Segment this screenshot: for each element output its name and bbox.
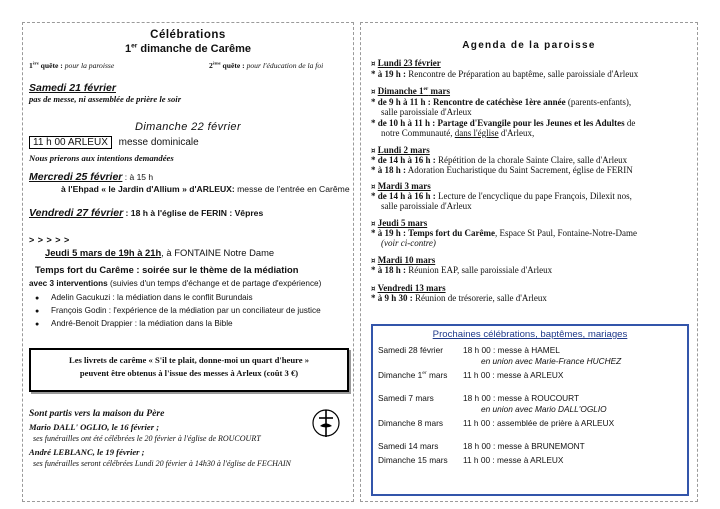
agenda-dimanche-1: ¤ Dimanche 1er mars <box>371 86 451 96</box>
bullet-icon: ¤ <box>371 220 376 228</box>
speaker-3: André-Benoit Drappier : la médiation dans la Bible <box>51 319 233 328</box>
arrows: > > > > > <box>29 235 70 245</box>
livrets-box <box>29 348 349 392</box>
cel-row-2-text: 11 h 00 : messe à ARLEUX <box>463 370 564 380</box>
agenda-jeudi-5-item-b: (voir ci-contre) <box>381 238 436 248</box>
agenda-mardi-10-item: * à 18 h : Réunion EAP, salle paroissiale d'Arleux <box>371 265 553 275</box>
speaker-3-bullet: ● <box>35 320 40 328</box>
livrets-line-2: peuvent être obtenus à l'issue des messes à Arleux (coût 3 €) <box>79 368 299 378</box>
bullet-icon: ¤ <box>371 147 376 155</box>
agenda-jeudi-5-item: * à 19 h : Temps fort du Carême, Espace St Paul, Fontaine-Notre-Dame <box>371 228 637 238</box>
cel-row-3-text: 18 h 00 : messe à ROUCOURT <box>463 393 580 403</box>
celebrations-subtitle: 1er dimanche de Carême <box>124 42 252 55</box>
agenda-dimanche-1-item-2b: notre Communauté, dans l'église d'Arleux, <box>381 128 535 138</box>
cel-row-6-text: 11 h 00 : messe à ARLEUX <box>463 455 564 465</box>
celebrations-box <box>371 324 689 496</box>
bullet-icon: ¤ <box>371 257 376 265</box>
cel-row-5-date: Samedi 14 mars <box>378 441 439 451</box>
cel-row-1-sub: en union avec Marie-France HUCHEZ <box>481 356 622 366</box>
livrets-line-1: Les livrets de carême « S'il te plait, donne-moi un quart d'heure » <box>68 355 310 365</box>
bullet-icon: ¤ <box>371 183 376 191</box>
agenda-title: Agenda de la paroisse <box>462 40 596 51</box>
death-1-name: Mario DALL' OGLIO, le 16 février ; <box>29 422 160 432</box>
bullet-icon: ¤ <box>371 60 376 68</box>
cel-row-3-date: Samedi 7 mars <box>378 393 434 403</box>
agenda-dimanche-1-item-1: * de 9 h à 11 h : Rencontre de catéchèse 1ère année (parents-enfants), <box>371 97 632 107</box>
cross-dove-icon <box>311 406 341 440</box>
celebrations-panel <box>22 22 354 502</box>
agenda-lundi-2: ¤ Lundi 2 mars <box>371 145 430 155</box>
death-2-note: ses funérailles seront célébrées Lundi 20 février à 14h30 à l'église de FECHAIN <box>33 459 291 468</box>
quete-2: 2ème quête : pour l'éducation de la foi <box>209 60 324 70</box>
temps-fort-title: Temps fort du Carême : soirée sur le thème de la médiation <box>35 264 299 275</box>
cel-row-3-sub: en union avec Mario DALL'OGLIO <box>481 404 607 414</box>
celebrations-box-title: Prochaines célébrations, baptêmes, mariages <box>432 329 628 340</box>
agenda-lundi-23-item: * à 19 h : Rencontre de Préparation au baptême, salle paroissiale d'Arleux <box>371 69 639 79</box>
agenda-mardi-3-item: * de 14 h à 16 h : Lecture de l'encyclique du pape François, Dilexit nos, <box>371 191 632 201</box>
agenda-dimanche-1-item-1b: salle paroissiale d'Arleux <box>381 107 472 117</box>
agenda-lundi-2-item-2: * à 18 h : Adoration Eucharistique du Saint Sacrement, église de FERIN <box>371 165 633 175</box>
death-2-name: André LEBLANC, le 19 février ; <box>29 447 145 457</box>
cel-row-1-text: 18 h 00 : messe à HAMEL <box>463 345 560 355</box>
cel-row-4-date: Dimanche 8 mars <box>378 418 444 428</box>
cel-row-4-text: 11 h 00 : assemblée de prière à ARLEUX <box>463 418 615 428</box>
sunday-mass-line: 11 h 00 ARLEUX messe dominicale <box>29 137 199 149</box>
wednesday-desc: à l'Ehpad « le Jardin d'Allium » d'ARLEUX: messe de l'entrée en Carême <box>61 184 350 194</box>
agenda-lundi-2-item-1: * de 14 h à 16 h : Répétition de la chorale Sainte Claire, salle d'Arleux <box>371 155 628 165</box>
agenda-panel <box>360 22 698 502</box>
speaker-2-bullet: ● <box>35 307 40 315</box>
agenda-mardi-3: ¤ Mardi 3 mars <box>371 181 431 191</box>
agenda-mardi-3-item-b: salle paroissiale d'Arleux <box>381 201 472 211</box>
cel-row-6-date: Dimanche 15 mars <box>378 455 448 465</box>
agenda-mardi-10: ¤ Mardi 10 mars <box>371 255 436 265</box>
friday-line: Vendredi 27 février : 18 h à l'église de FERIN : Vêpres <box>29 207 264 219</box>
wednesday-line: Mercredi 25 février : à 15 h <box>29 171 154 183</box>
death-1-note: ses funérailles ont été célébrées le 20 février à l'église de ROUCOURT <box>33 434 261 443</box>
speaker-1-bullet: ● <box>35 294 40 302</box>
speaker-2: François Godin : l'expérience de la médiation par un conciliateur de justice <box>51 306 321 315</box>
agenda-jeudi-5: ¤ Jeudi 5 mars <box>371 218 428 228</box>
celebrations-title: Célébrations <box>150 29 226 41</box>
sunday-date: Dimanche 22 février <box>134 121 242 133</box>
saturday-note: pas de messe, ni assemblée de prière le soir <box>29 94 182 104</box>
cel-row-2-date: Dimanche 1er mars <box>378 370 448 380</box>
thursday-line: Jeudi 5 mars de 19h à 21h, à FONTAINE Notre Dame <box>45 247 275 258</box>
bullet-icon: ¤ <box>371 285 376 293</box>
agenda-lundi-23: ¤ Lundi 23 février <box>371 58 441 68</box>
cel-row-1-date: Samedi 28 février <box>378 345 444 355</box>
sunday-time-box: 11 h 00 ARLEUX <box>29 136 112 149</box>
deaths-title: Sont partis vers la maison du Père <box>29 408 165 419</box>
saturday-date: Samedi 21 février <box>29 82 116 94</box>
interventions: avec 3 interventions (suivies d'un temps d'échange et de partage d'expérience) <box>29 279 322 288</box>
speaker-1: Adelin Gacukuzi : la médiation dans le conflit Burundais <box>51 293 253 302</box>
bullet-icon: ¤ <box>371 88 376 96</box>
cel-row-5-text: 18 h 00 : messe à BRUNEMONT <box>463 441 585 451</box>
agenda-vendredi-13: ¤ Vendredi 13 mars <box>371 283 446 293</box>
sunday-note: Nous prierons aux intentions demandées <box>29 153 174 163</box>
agenda-vendredi-13-item: * à 9 h 30 : Réunion de trésorerie, salle d'Arleux <box>371 293 547 303</box>
agenda-dimanche-1-item-2: * de 10 h à 11 h : Partage d'Evangile pour les Jeunes et les Adultes de <box>371 118 636 128</box>
quete-1: 1ère quête : pour la paroisse <box>29 60 115 70</box>
